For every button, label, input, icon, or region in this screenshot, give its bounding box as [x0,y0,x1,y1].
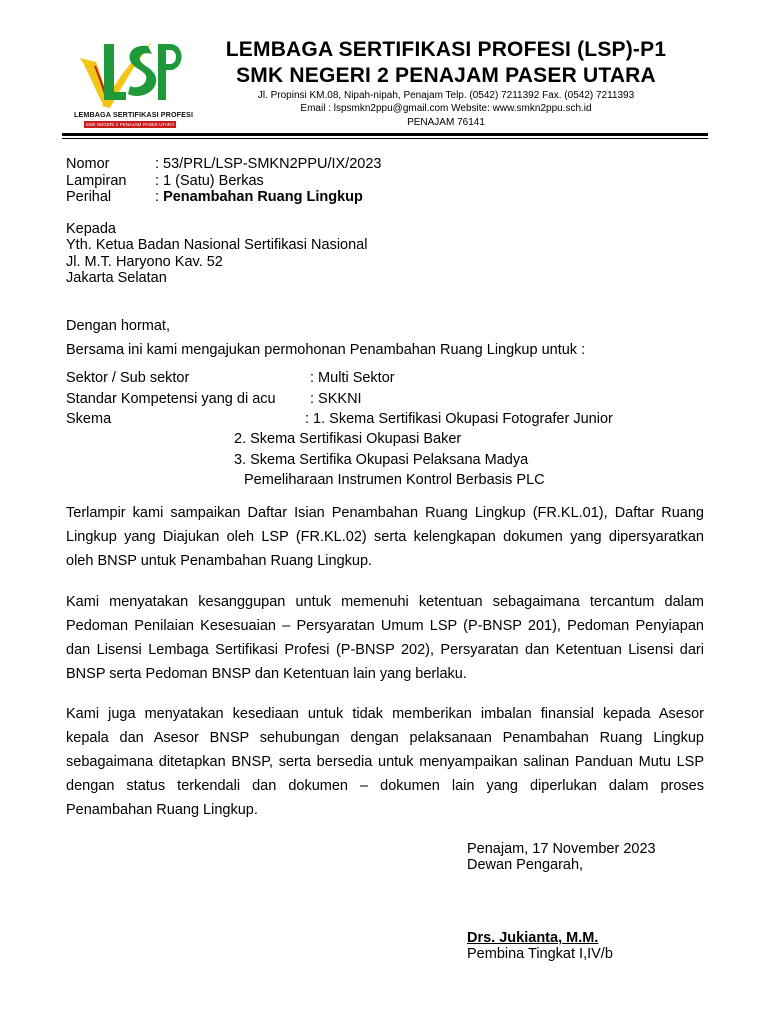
meta-label-lampiran: Lampiran [66,173,127,189]
contact-line: Email : lspsmkn2ppu@gmail.com Website: www.smkn2ppu.sch.id [300,103,592,114]
logo-caption: LEMBAGA SERTIFIKASI PROFESI [74,110,194,119]
address-line: Jl. Propinsi KM.08, Nipah-nipah, Penajam Telp. (0542) 7211392 Fax. (0542) 7211393 [257,90,635,101]
scope-scheme-2: 2. Skema Sertifikasi Okupasi Baker [234,431,462,447]
paragraph-line: sebagaimana ditetapkan BNSP, serta bersedia untuk menyampaikan salinan Panduan Mutu LSP [66,754,704,770]
meta-perihal-subject: Penambahan Ruang Lingkup [163,189,363,205]
signature-name: Drs. Jukianta, M.M. [467,930,599,946]
paragraph-line: kepala dan Asesor BNSP sehubungan dengan pelaksanaan Penambahan Ruang Lingkup [66,730,704,746]
paragraph-commitment [66,590,704,686]
lsp-logo-icon [74,36,186,116]
meta-perihal-prefix: : [155,189,164,205]
org-name: LEMBAGA SERTIFIKASI PROFESI (LSP)-P1 [225,38,667,61]
scope-scheme-3-cont: Pemeliharaan Instrumen Kontrol Berbasis PLC [244,472,545,488]
recipient-city: Jakarta Selatan [66,270,167,286]
paragraph-line: dengan status terkendali dan dokumen – dokumen lain yang diperlukan dalam proses [66,778,704,794]
paragraph-line: Kami juga menyatakan kesediaan untuk tidak memberikan imbalan finansial kepada Asesor [66,706,704,722]
recipient-to: Kepada [66,221,116,237]
greeting: Dengan hormat, [66,318,170,334]
paragraph-line: Penambahan Ruang Lingkup. [66,802,258,818]
meta-label-perihal: Perihal [66,189,112,205]
school-name: SMK NEGERI 2 PENAJAM PASER UTARA [236,64,656,87]
paragraph-willingness [66,702,704,822]
meta-value-lampiran: : 1 (Satu) Berkas [155,173,264,189]
signature-place-date: Penajam, 17 November 2023 [467,841,656,857]
recipient-name: Yth. Ketua Badan Nasional Sertifikasi Nasional [66,237,368,253]
intro-text: Bersama ini kami mengajukan permohonan Penambahan Ruang Lingkup untuk : [66,342,586,358]
scope-sector-value: : Multi Sektor [310,370,395,386]
paragraph-line: Lingkup yang Diajukan oleh LSP (FR.KL.02) serta kelengkapan dokumen yang dipersyaratkan [66,529,704,545]
signature-role: Dewan Pengarah, [467,857,584,873]
paragraph-line: Kami menyatakan kesanggupan untuk memenuhi ketentuan sebagaimana tercantum dalam [66,594,704,610]
paragraph-line: oleh BNSP untuk Penambahan Ruang Lingkup. [66,553,373,569]
scope-standard-value: : SKKNI [310,391,362,407]
signature-rank: Pembina Tingkat I,IV/b [467,946,613,962]
recipient-street: Jl. M.T. Haryono Kav. 52 [66,254,223,270]
logo-subcaption: SMK NEGERI 2 PENAJAM PASER UTARA [85,122,175,127]
paragraph-line: BNSP serta Pedoman BNSP dan Ketentuan lain yang berlaku. [66,666,467,682]
letterhead-rule-thick [62,133,708,136]
city-line: PENAJAM 76141 [407,117,485,128]
scope-scheme-label: Skema [66,411,112,427]
scope-standard-label: Standar Kompetensi yang di acu [66,391,276,407]
scope-scheme-1: : 1. Skema Sertifikasi Okupasi Fotografer Junior [305,411,613,427]
scope-scheme-3: 3. Skema Sertifika Okupasi Pelaksana Madya [234,452,529,468]
meta-value-perihal [155,189,363,206]
letterhead-rule-thin [62,138,708,139]
paragraph-line: dan Lisensi Lembaga Sertifikasi Profesi (P-BNSP 202), Persyaratan dan Ketentuan Lisensi dari [66,642,704,658]
meta-value-nomor: : 53/PRL/LSP-SMKN2PPU/IX/2023 [155,156,382,172]
paragraph-line: Pedoman Penilaian Kesesuaian – Persyaratan Umum LSP (P-BNSP 201), Pedoman Penyiapan [66,618,704,634]
meta-label-nomor: Nomor [66,156,110,172]
paragraph-line: Terlampir kami sampaikan Daftar Isian Penambahan Ruang Lingkup (FR.KL.01), Daftar Ruang [66,505,704,521]
paragraph-attachments [66,501,704,573]
scope-sector-label: Sektor / Sub sektor [66,370,190,386]
